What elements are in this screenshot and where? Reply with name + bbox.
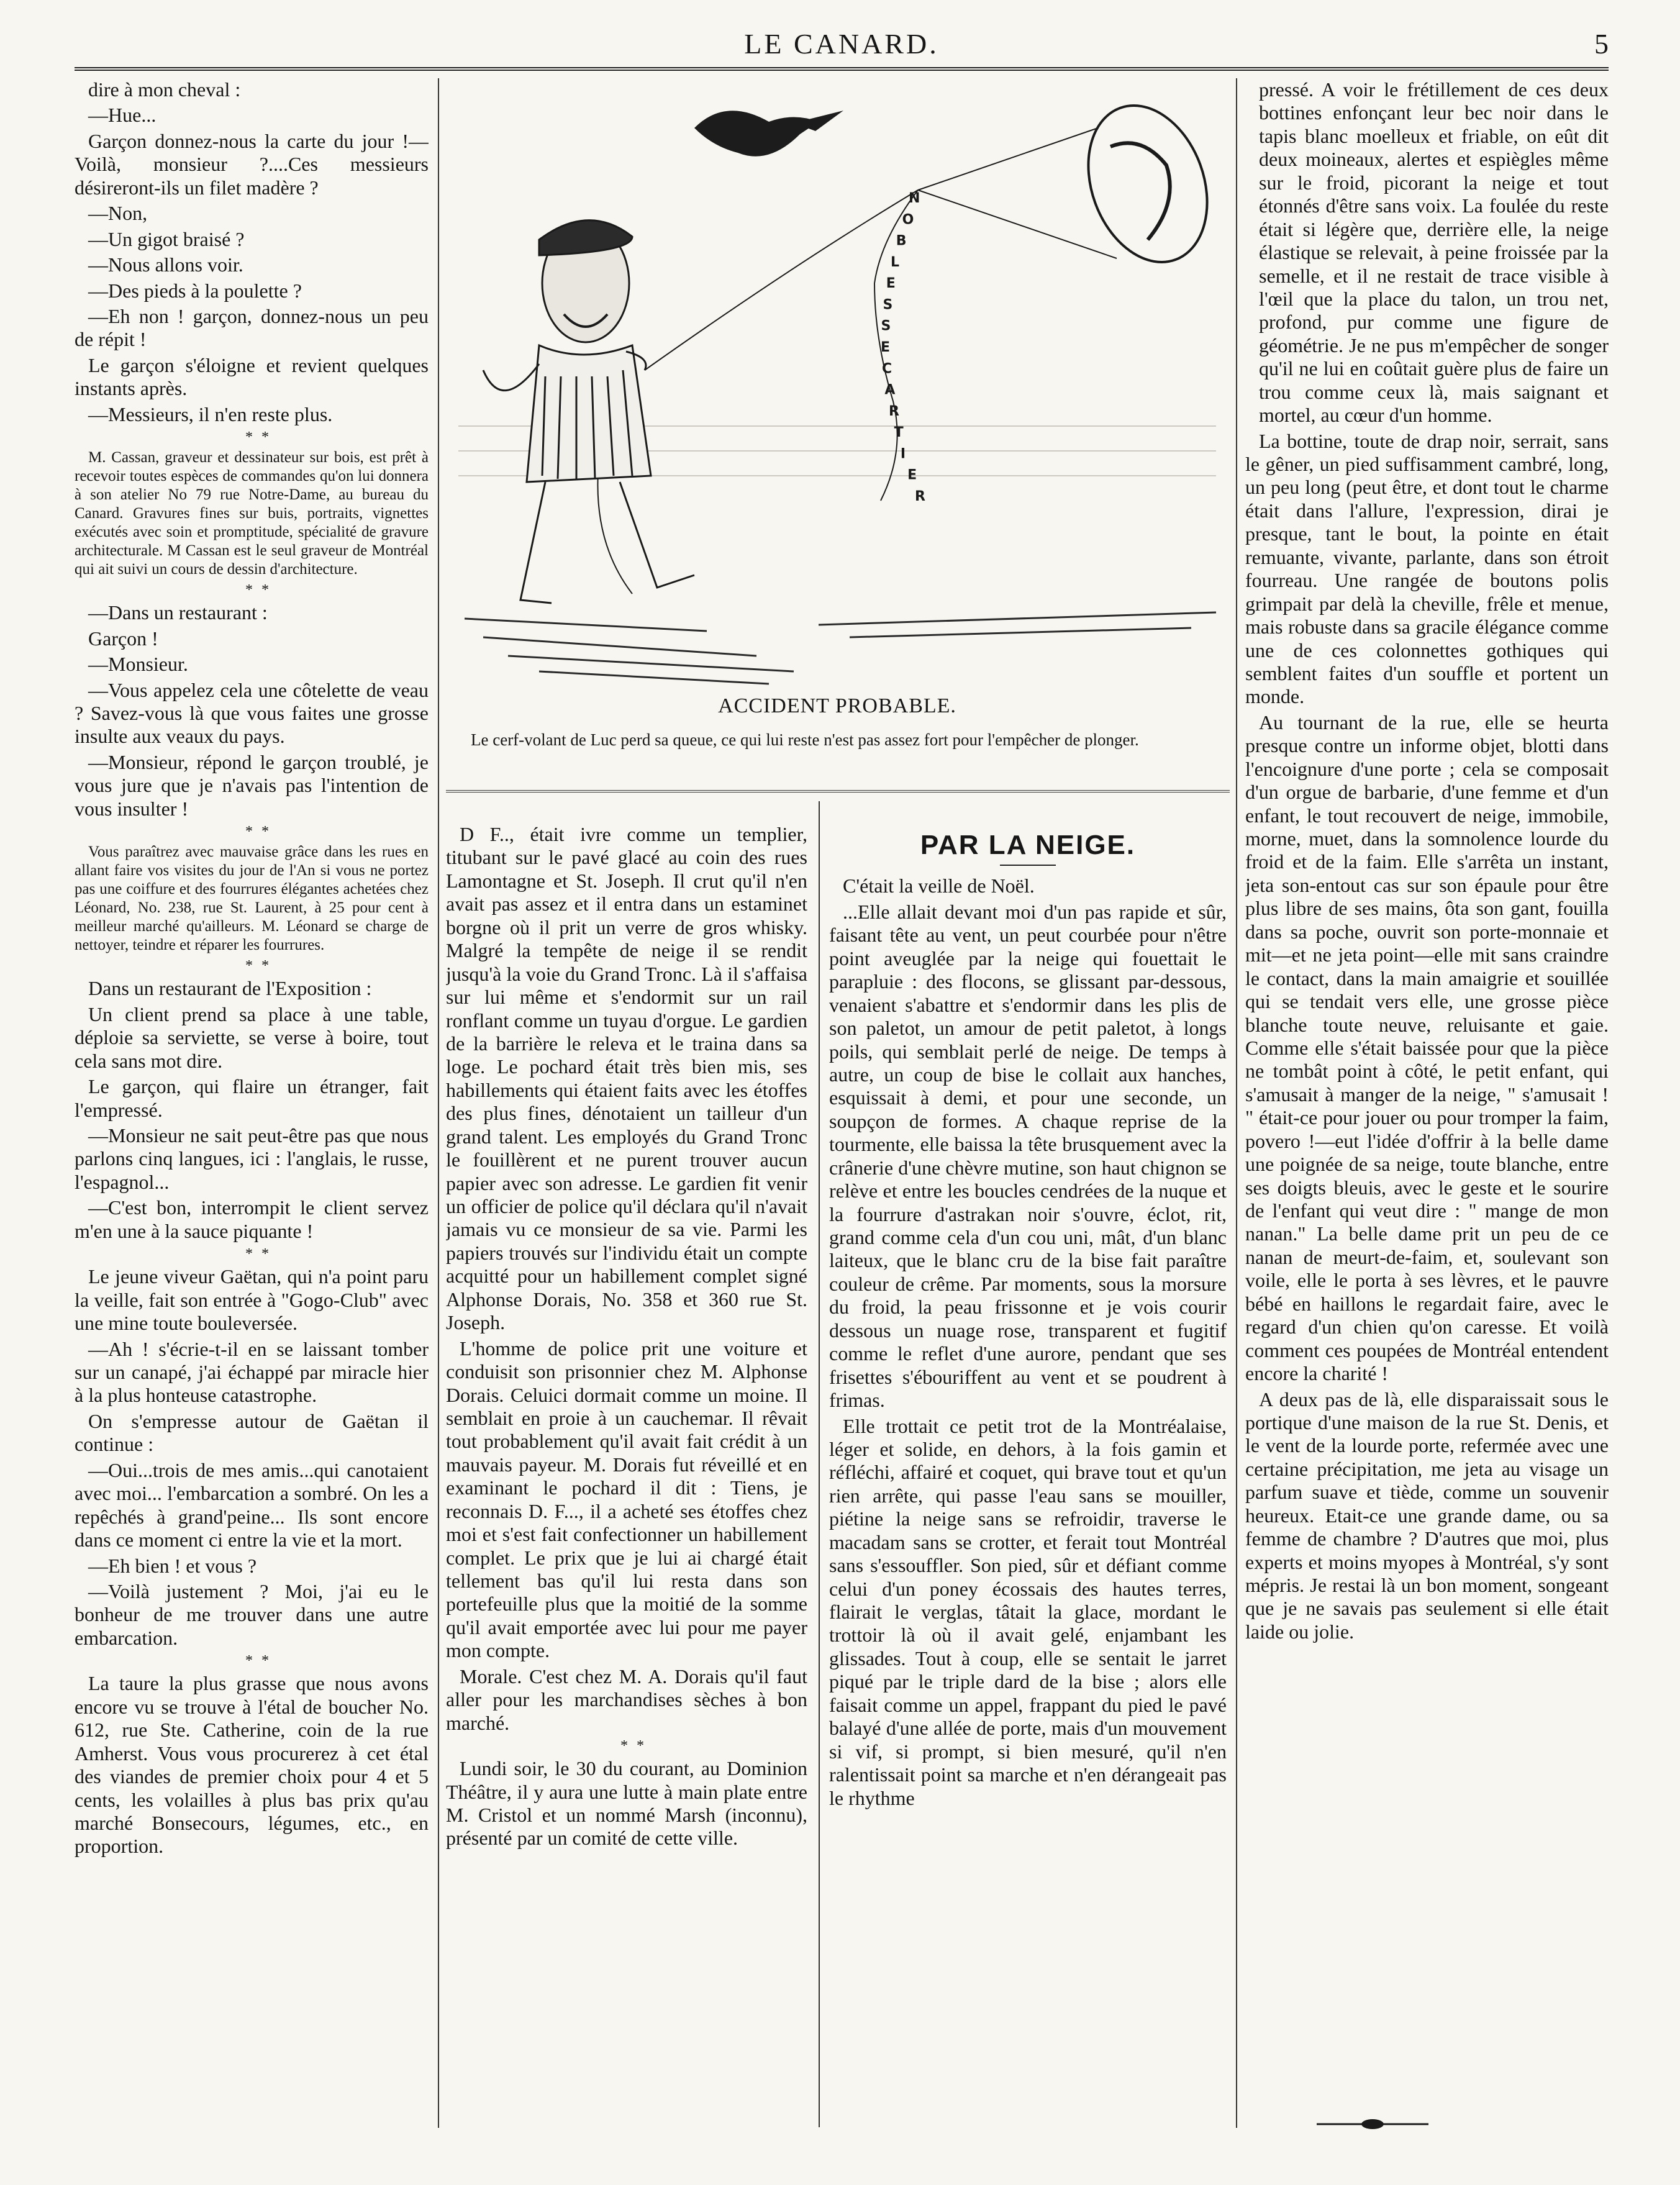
- column-3: [446, 823, 807, 2133]
- paragraph: M. Cassan, graveur et dessinateur sur bois, est prêt à recevoir toutes espèces de commandes qu'on lui donnera à son atelier No 79 rue Notre-Dame, au bureau du Canard. Gravures fines sur buis, portraits, vignettes exécutés avec soin et promptitude, spécialité de gravure architecturale. M Cassan est le seul graveur de Montréal qui ait suivi un cours de dessin d'architecture.: [75, 449, 429, 578]
- kite-tail-letter: R: [889, 403, 900, 419]
- section-separator: * *: [245, 582, 271, 599]
- section-separator: * *: [245, 958, 271, 974]
- paragraph: —Hue...: [88, 104, 157, 127]
- kite-tail-letter: O: [902, 212, 914, 228]
- paragraph: Elle trottait ce petit trot de la Montréalaise, léger et solide, en dehors, à la fois gamin et réfléchi, affairé et coquet, qui brave tout et qu'un rien arrête, qui passe l'eau sans se mouiller, piétine la neige sans se refroidir, traverse le macadam sans se crotter, et ferait tout Montréal sans s'essouffler. Son pied, sûr et défiant comme celui d'un poney écossais des hautes terres, flairait le verglas, tâtait la glace, mordant le trottoir là où il avait gelé, enjambant les glissades. Tout à coup, elle se sentait le jarret piqué par le triple dard de la bise ; alors elle faisait comme un appel, frappant du pied le pavé balayé d'une allée de porte, mais d'un mouvement si vif, si prompt, si bien mesuré, qu'il n'en ralentissait point sa marche et n'en dérangeait pas le rhythme: [829, 1414, 1227, 1809]
- paragraph: —Ah ! s'écrie-t-il en se laissant tomber sur un canapé, j'ai échappé par miracle hier à la plus honteuse catastrophe.: [75, 1337, 429, 1407]
- paragraph: —Voilà justement ? Moi, j'ai eu le bonheur de me trouver dans une autre embarcation.: [75, 1579, 429, 1649]
- column-4: [829, 823, 1227, 2133]
- paragraph: —Vous appelez cela une côtelette de veau ? Savez-vous là que vous faites une grosse insulte aux veaux du pays.: [75, 678, 429, 748]
- section-separator: * *: [245, 1653, 271, 1669]
- paragraph: D F.., était ivre comme un templier, titubant sur le pavé glacé au coin des rues Lamontagne et St. Joseph. Il crut qu'il n'en avait pas assez et il entra dans un estaminet borgne où il prit un verre de gros whisky. Malgré la tempête de neige il se rendit jusqu'à la voie du Grand Tronc. Là il s'affaisa sur lui même et s'endormit sur un rail ronflant comme un tuyau d'orgue. Le gardien de la barrière le releva et le traina dans sa loge. Le pochard était très bien mis, ses habillements qui étaient faits avec les étoffes des plus fines, dénotaient un tailleur d'un grand talent. Les employés du Grand Tronc le fouillèrent et ne purent trouver aucun papier avec son adresse. Le gardien fit venir un officier de police qu'il déclara qu'il n'avait jamais vu ce monsieur de sa vie. Parmi les papiers trouvés sur l'individu était un compte acquitté pour un habillement complet signé Alphonse Dorais, No. 358 et 360 rue St. Joseph.: [446, 823, 807, 1334]
- kite-tail-letter: C: [881, 361, 892, 377]
- paragraph: —Dans un restaurant :: [88, 601, 268, 624]
- paragraph: —Non,: [88, 202, 148, 225]
- kite-tail-letter: T: [894, 425, 904, 441]
- paragraph: —Oui...trois de mes amis...qui canotaient avec moi... l'embarcation a sombré. On les a repêchés à grand'peine... Ils sont encore dans ce moment ci entre la vie et la mort.: [75, 1458, 429, 1551]
- section-separator: * *: [620, 1738, 647, 1755]
- column-divider: [819, 801, 820, 2127]
- column-1: [75, 78, 429, 2128]
- paragraph: Le garçon s'éloigne et revient quelques instants après.: [75, 353, 429, 400]
- paragraph: Au tournant de la rue, elle se heurta presque contre un informe objet, blotti dans l'encoignure d'une porte ; cela se composait d'un orgue de barbarie, d'une femme et d'un enfant, le tout recouvert de neige, immobile, morne, muet, dans la somnolence lourde du froid et de la faim. Elle s'arrêta un instant, jeta son-entout cas sur son épaule pour être plus libre de ses mains, ôta son gant, fouilla dans sa poche, ouvrit son porte-monnaie et mit—et ne jeta point—elle mit sans craindre le contact, dans la main amaigrie et souillée qui se tendait vers elle, une grosse pièce blanche toute neuve, reluisante et gaie. Comme elle s'était baissée pour que la pièce ne tombât point à côté, le petit enfant, qui s'amusait à manger de la neige, " s'amusait ! " était-ce pour jouer ou pour tromper la faim, povero !—eut l'idée d'offrir à la belle dame une poignée de sa neige, toute blanche, entre ses doigts bleuis, avec le geste et le sourire de l'enfant qui veut dire : " mange de mon nanan." La belle dame prit un peu de ce nanan de meurt-de-faim, et, soulevant son voile, elle le porta à ses lèvres, et le pauvre bébé en haillons le regardait faire, avec le regard d'un chien qu'on caresse. Et voilà comment ces poupées de Montréal entendent encore la charité !: [1245, 711, 1609, 1385]
- section-separator: * *: [245, 429, 271, 446]
- section-separator: * *: [245, 1246, 271, 1263]
- page-header: [75, 27, 1609, 65]
- column-divider: [438, 78, 439, 2128]
- column-5: [1245, 78, 1609, 2128]
- kite-tail-letter: S: [883, 297, 893, 313]
- paragraph: —Monsieur ne sait peut-être pas que nous parlons cinq langues, ici : l'anglais, le russe, l'espagnol...: [75, 1124, 429, 1193]
- paragraph: ...Elle allait devant moi d'un pas rapide et sûr, faisant tête au vent, un peut courbée pour n'être point aveuglée par la neige qui fouettait le parapluie : des flocons, se glissant par-dessous, venaient s'abattre et s'endormir dans les plis de son paletot, un amour de petit paletot, à longs poils, qui semblait perlé de neige. De temps à autre, un coup de bise le collait aux hanches, esquissait à demi, et pour une seconde, un soupçon de formes. A chaque reprise de la tourmente, elle baissa la tête brusquement avec la crânerie d'une chèvre mutine, son haut chignon se relève et entre les boucles cendrées de la nuque et la fourrure d'astrakan noir s'ouvre, éclot, rit, grand comme cela d'un cou uni, mât, d'un blanc laiteux, que le blanc cru de la bise fait paraître couleur de crême. Par moments, sous la morsure du froid, la peau frissonne et je vois courir dessous un nuage rose, transparent et fugitif comme le reflet d'une aurore, pendant que ses frisettes s'ébouriffent au vent et se poudrent à frimas.: [829, 900, 1227, 1412]
- kite-tail-letter: N: [909, 191, 920, 206]
- paragraph: Un client prend sa place à une table, déploie sa serviette, se verse à boire, tout cela sans mot dire.: [75, 1002, 429, 1072]
- paragraph: A deux pas de là, elle disparaissait sous le portique d'une maison de la rue St. Denis, et le vent de la lourde porte, refermée avec une certaine précipitation, me jeta au visage un parfum suave et tiède, comme un souvenir heureux. Etait-ce une grande dame, ou sa femme de chambre ? D'autres que moi, plus experts et moins myopes à Montréal, s'y sont mépris. Je restai là un bon moment, songeant que je ne savais pas seulement si elle était laide ou jolie.: [1245, 1388, 1609, 1643]
- cartoon-title: ACCIDENT PROBABLE.: [718, 694, 956, 717]
- header-rule: [75, 67, 1609, 71]
- paragraph: —Un gigot braisé ?: [88, 227, 245, 250]
- paragraph: Vous paraîtrez avec mauvaise grâce dans les rues en allant faire vos visites du jour de l'An si vous ne portez pas une coiffure et des fourrures élégantes achetées chez Léonard, No. 238, rue St. Laurent, à 25 pour cent à meilleur marché qu'ailleurs. M. Léonard se charge de nettoyer, teindre et réparer les fourrures.: [75, 843, 429, 954]
- paragraph: Garçon !: [88, 627, 158, 650]
- cartoon-caption: Le cerf-volant de Luc perd sa queue, ce qui lui reste n'est pas assez fort pour l'empêcher de plonger.: [471, 730, 1139, 749]
- kite-tail-letter: R: [915, 489, 925, 504]
- kite-tail-letter: E: [881, 340, 891, 355]
- section-title: PAR LA NEIGE.: [920, 830, 1136, 860]
- paragraph: L'homme de police prit une voiture et conduisit son prisonnier chez M. Alphonse Dorais. Celuici dormait comme un moine. Il semblait en proie à un cauchemar. Il rêvait tout probablement qu'il avait fait crédit à un mauvais payeur. M. Dorais fut réveillé et en examinant le pochard il dit : Tiens, je reconnais D. F..., il a acheté ses étoffes chez moi et s'est fait confectionner un habillement complet. Le prix que je lui ai chargé était tellement bas qu'il lui resta dans son portefeuille plus que la moitié de la somme qu'il avait emportée avec lui pour me payer mon compte.: [446, 1337, 807, 1662]
- kite-tail-letter: B: [896, 233, 907, 249]
- paragraph: —Eh bien ! et vous ?: [88, 1554, 257, 1577]
- kite-tail-letter: E: [886, 276, 896, 292]
- paragraph: dire à mon cheval :: [88, 78, 241, 101]
- paragraph: Garçon donnez-nous la carte du jour !—Voilà, monsieur ?....Ces messieurs désireront-ils un filet madère ?: [75, 129, 429, 199]
- paragraph: Dans un restaurant de l'Exposition :: [88, 977, 372, 1000]
- paragraph: La bottine, toute de drap noir, serrait, sans le gêner, un pied suffisamment cambré, long, un peu long (peut être, et dont tout le charme était dans l'allure, l'expression, dirai je presque, tant le bout, la pointe en était remuante, vivante, parlante, dans son étroit fourreau. Une rangée de boutons polis grimpait par delà la cheville, frêle et menue, mais robuste dans sa gracile élégance comme une de ces colonnettes gothiques qui semblent faites d'un souffle et portent un monde.: [1245, 429, 1609, 708]
- section-separator: * *: [245, 824, 271, 840]
- paragraph: —Monsieur.: [88, 653, 188, 676]
- paragraph: —Eh non ! garçon, donnez-nous un peu de répit !: [75, 304, 429, 351]
- kite-tail-letter: S: [881, 318, 891, 334]
- paragraph: pressé. A voir le frétillement de ces deux bottines enfonçant leur bec noir dans le tapis blanc moelleux et friable, on eût dit deux moineaux, alertes et espiègles même sur le froid, picorant la neige et tout étonnés d'être sans voix. La foulée du reste était si légère que, derrière elle, la neige élastique se relevait, à peine froissée par la semelle, et il ne restait de trace visible à l'œil que la place du talon, un trou net, profond, pur comme une figure de géométrie. Je ne pus m'empêcher de songer qu'il ne lui en coûtait guère plus de faire un trou comme ceux là, mais saignant et mortel, au cœur d'un homme.: [1259, 78, 1609, 427]
- page-number: 5: [1594, 28, 1609, 60]
- paragraph: —Messieurs, il n'en reste plus.: [88, 402, 333, 425]
- paragraph: Le garçon, qui flaire un étranger, fait l'empressé.: [75, 1075, 429, 1121]
- paragraph: —C'est bon, interrompit le client servez m'en une à la sauce piquante !: [75, 1196, 429, 1242]
- kite-tail-letter: E: [907, 467, 917, 483]
- paragraph: —Nous allons voir.: [88, 253, 243, 276]
- column-divider: [1236, 78, 1237, 2128]
- article-body: [829, 874, 1227, 1810]
- kite-tail-letter: A: [884, 382, 896, 398]
- paragraph: —Monsieur, répond le garçon troublé, je vous jure que je n'avais pas l'intention de vous insulter !: [75, 750, 429, 820]
- paragraph: La taure la plus grasse que nous avons encore vu se trouve à l'étal de boucher No. 612, rue Ste. Catherine, coin de la rue Amherst. Vous vous procurerez à cet étal des viandes de premier choix pour 4 et 5 cents, les volailles à plus bas prix qu'au marché Bonsecours, légumes, etc., en proportion.: [75, 1672, 429, 1858]
- paragraph: C'était la veille de Noël.: [843, 874, 1035, 897]
- paragraph: Le jeune viveur Gaëtan, qui n'a point paru la veille, fait son entrée à "Gogo-Club" avec une mine toute bouleversée.: [75, 1265, 429, 1335]
- end-ornament-icon: [1317, 2118, 1428, 2130]
- paragraph: On s'empresse autour de Gaëtan il continue :: [75, 1409, 429, 1456]
- title-rule: [1000, 865, 1056, 866]
- newspaper-title: LE CANARD.: [744, 28, 939, 60]
- paragraph: Morale. C'est chez M. A. Dorais qu'il faut aller pour les marchandises sèches à bon marché.: [446, 1665, 807, 1734]
- cartoon-illustration: [446, 78, 1228, 706]
- paragraph: Lundi soir, le 30 du courant, au Dominion Théâtre, il y aura une lutte à main plate entre M. Cristol et un nommé Marsh (inconnu), présenté par un comité de cette ville.: [446, 1757, 807, 1850]
- kite-tail-letter: L: [890, 254, 899, 270]
- paragraph: —Des pieds à la poulette ?: [88, 279, 302, 302]
- section-rule: [446, 790, 1230, 793]
- kite-tail-letter: I: [900, 446, 906, 462]
